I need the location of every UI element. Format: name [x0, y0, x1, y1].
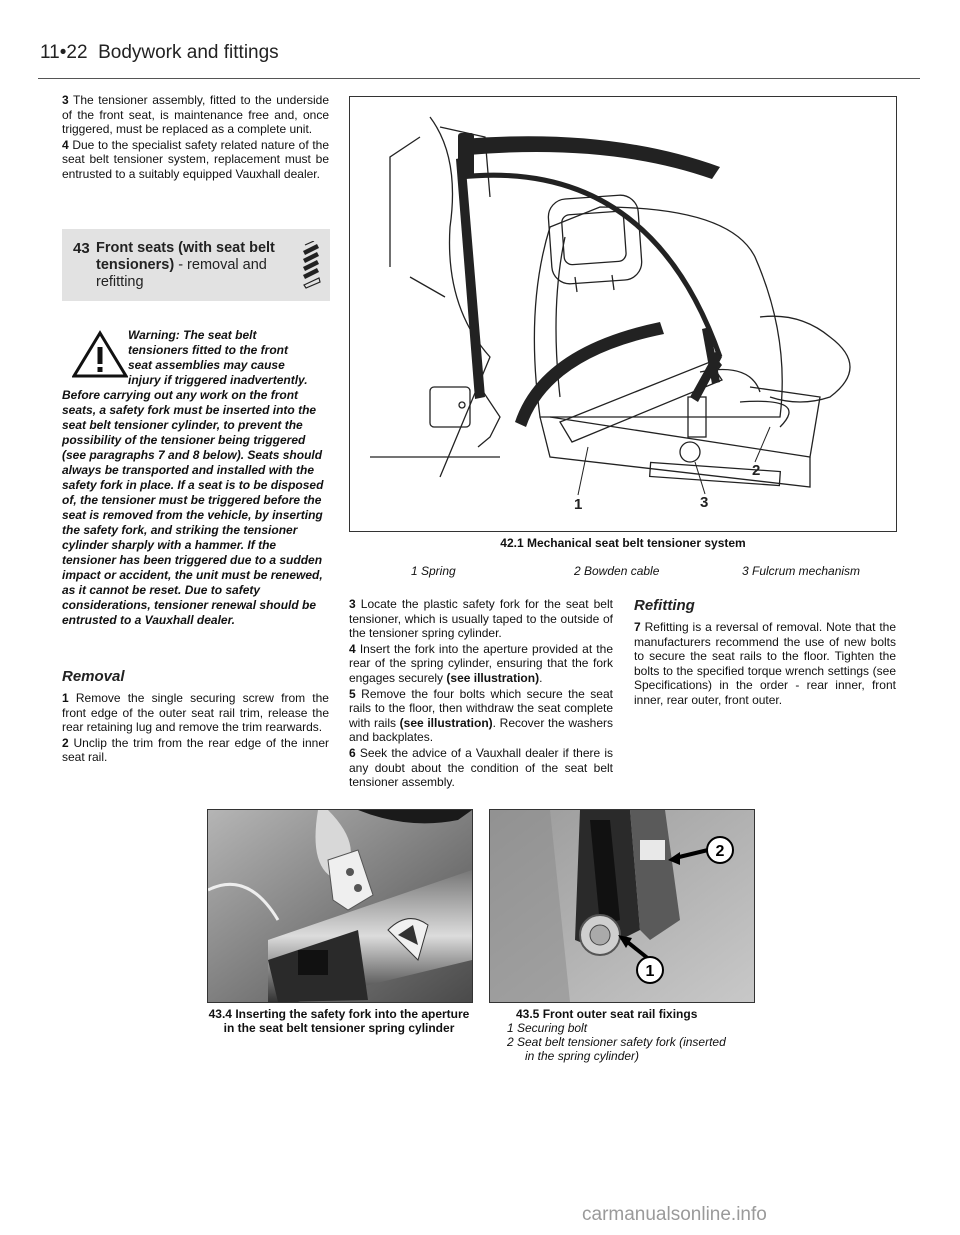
drawing-callout-1: 1	[574, 496, 583, 513]
refitting-paragraphs	[634, 620, 896, 709]
header-rule	[38, 78, 920, 79]
figure-43-4-caption: 43.4 Inserting the safety fork into the aperture in the seat belt tensioner spring cylinder	[208, 1007, 470, 1035]
legend-spring: 1 Spring	[411, 564, 456, 578]
paragraph-6-dealer-advice: 6 Seek the advice of a Vauxhall dealer if there is any doubt about the condition of the seat belt tensioner assembly.	[349, 745, 613, 790]
seat-line-drawing	[350, 97, 896, 531]
intro-paragraphs	[62, 93, 329, 183]
warning-triangle-icon	[72, 330, 128, 378]
paragraph-3-locate-fork: 3 Locate the plastic safety fork for the seat belt tensioner, which is usually taped to the outside of the tensioner spring cylinder.	[349, 597, 613, 641]
drawing-callout-2: 2	[752, 462, 761, 479]
section-heading-box	[62, 229, 330, 301]
refitting-heading: Refitting	[634, 597, 695, 614]
refitting-paragraph-7: 7 Refitting is a reversal of removal. Note that the manufacturers recommend the use of new bolts to secure the seat rails to the floor. Tighten the bolts to the specified torque wrench settings (see Specifications) in the order - rear inner, front inner, rear outer, front outer.	[634, 620, 896, 707]
warning-line-4: injury if triggered inadvertently.	[128, 373, 308, 387]
figure-43-5-item-2: 2 Seat belt tensioner safety fork (inserted	[507, 1035, 726, 1049]
warning-line-1: Warning: The seat belt	[128, 328, 257, 342]
watermark: carmanualsonline.info	[582, 1204, 767, 1225]
section-title: Front seats (with seat belt tensioners) - removal and refitting	[96, 240, 275, 290]
page-header	[40, 42, 279, 64]
section-number: 43	[73, 240, 90, 257]
figure-seat-belt-tensioner-drawing	[349, 96, 897, 532]
warning-body: Before carrying out any work on the front seats, a safety fork must be inserted into the seat belt tensioner cylinder, to prevent the possibility of the tensioner being triggered (see paragraphs 7 and 8 below). Seats should always be transported and installed with the safety fork in place. If a seat is to be disposed of, the tensioner must be triggered before the seat is removed from the vehicle, by inserting the safety fork, and striking the tensioner cylinder sharply with a hammer. If the tensioner has been triggered due to a sudden impact or accident, the unit must be renewed, as it cannot be reset. Due to safety considerations, tensioner renewal should be entrusted to a Vauxhall dealer.	[62, 388, 324, 627]
page-number: 11•22	[40, 42, 88, 63]
paragraph-4-insert-fork: 4 Insert the fork into the aperture provided at the rear of the spring cylinder, ensuring that the fork engages securely (see illustration).	[349, 641, 613, 685]
warning-line-2: tensioners fitted to the front	[128, 343, 288, 357]
removal-paragraph-1: 1 Remove the single securing screw from the front edge of the outer seat rail trim, release the rear retaining lug and remove the trim rearwards.	[62, 691, 329, 735]
photo-front-outer-seat-rail	[489, 809, 755, 1003]
figure-42-1-caption: 42.1 Mechanical seat belt tensioner system	[500, 536, 746, 550]
removal-paragraph-2: 2 Unclip the trim from the rear edge of the inner seat rail.	[62, 735, 329, 765]
figure-43-5-caption: 43.5 Front outer seat rail fixings	[516, 1007, 698, 1021]
figure-43-5-caption-block	[507, 1007, 767, 1063]
legend-bowden-cable: 2 Bowden cable	[574, 564, 660, 578]
removal-paragraphs	[62, 691, 329, 766]
paragraph-4-intro: 4 Due to the specialist safety related nature of the seat belt tensioner system, replacement must be entrusted to a suitably equipped Vauxhall dealer.	[62, 137, 329, 181]
warning-block	[62, 328, 330, 628]
warning-line-3: seat assemblies may cause	[128, 358, 285, 372]
figure-43-5-item-1: 1 Securing bolt	[507, 1021, 588, 1035]
photo-callout-2: 2	[715, 843, 725, 860]
legend-fulcrum-mechanism: 3 Fulcrum mechanism	[742, 564, 861, 578]
removal-heading: Removal	[62, 668, 125, 685]
photo-inserting-safety-fork	[207, 809, 473, 1003]
drawing-callout-3: 3	[700, 494, 709, 511]
figure-43-5-item-2-cont: in the spring cylinder)	[525, 1049, 640, 1063]
paragraph-3-intro: 3 The tensioner assembly, fitted to the underside of the front seat, is maintenance free and, once triggered, must be replaced as a complete unit.	[62, 93, 329, 137]
chapter-title: Bodywork and fittings	[98, 42, 279, 63]
photo-callout-1: 1	[645, 963, 655, 980]
difficulty-spanner-icon	[300, 241, 322, 289]
paragraph-5-remove-bolts: 5 Remove the four bolts which secure the seat rails to the floor, then withdraw the seat complete with rails (see illustration). Recover the washers and backplates.	[349, 686, 614, 745]
removal-continued-paragraphs	[349, 597, 613, 791]
